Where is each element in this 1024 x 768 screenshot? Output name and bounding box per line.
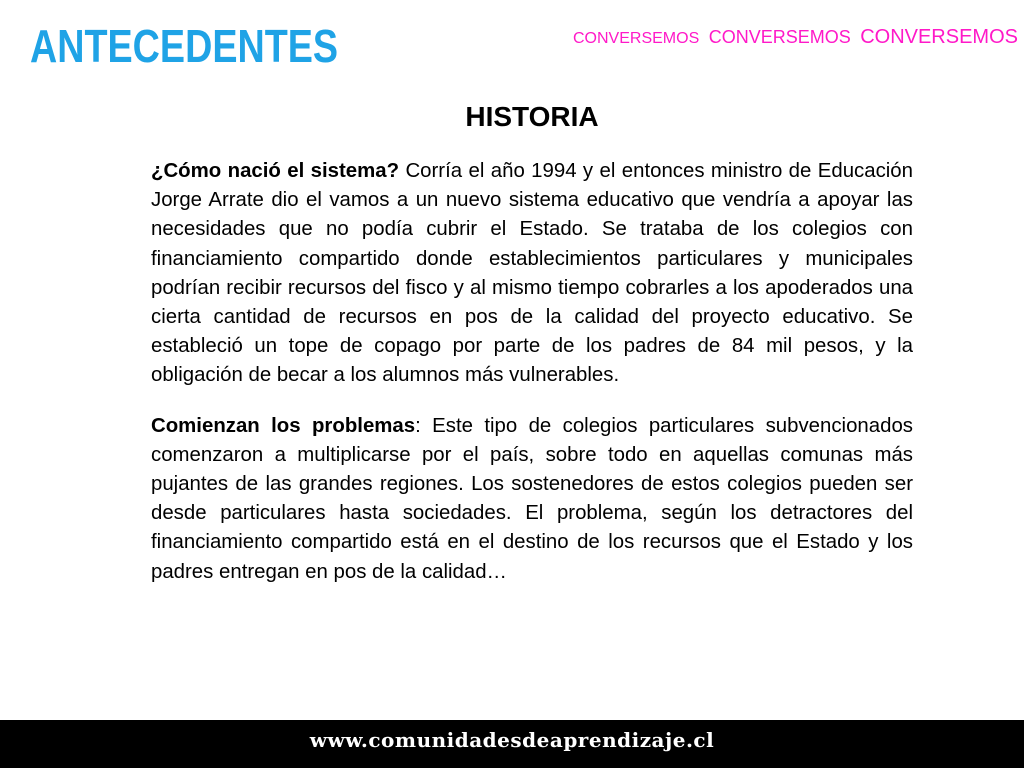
footer-url-link[interactable]: www.comunidadesdeaprendizaje.cl — [309, 728, 715, 752]
conversemos-tag: CONVERSEMOS — [573, 30, 700, 47]
conversemos-tags — [568, 26, 1018, 49]
paragraph-origin — [151, 157, 913, 391]
section-title: HISTORIA — [465, 101, 599, 132]
footer-bar — [0, 720, 1024, 768]
body-text — [151, 157, 913, 608]
paragraph-problems — [151, 412, 913, 587]
paragraph-text: Corría el año 1994 y el entonces ministro de Educación Jorge Arrate dio el vamos a un nuevo sistema educativo que vendría a apoyar las necesidades que no podía cubrir el Estado. Se trataba de los colegios con financiamiento compartido donde establecimientos particulares y municipales podrían recibir recursos del fisco y al mismo tiempo cobrarles a los apoderados una cierta cantidad de recursos en pos de la calidad del proyecto educativo. Se estableció un tope de copago por parte de los padres de 84 mil pesos, y la obligación de becar a los alumnos más vulnerables. — [151, 160, 913, 387]
conversemos-tag: CONVERSEMOS — [860, 26, 1018, 48]
paragraph-text: : Este tipo de colegios particulares subvencionados comenzaron a multiplicarse por el país, sobre todo en aquellas comunas más pujantes de las grandes regiones. Los sostenedores de estos colegios pueden ser desde particulares hasta sociedades. El problema, según los detractores del financiamiento compartido está en el destino de los recursos que el Estado y los padres entregan en pos de la calidad… — [151, 414, 913, 583]
conversemos-tag: CONVERSEMOS — [708, 27, 851, 47]
slide-title: ANTECEDENTES — [30, 20, 339, 72]
paragraph-lead: Comienzan los problemas — [151, 414, 416, 437]
paragraph-lead: ¿Cómo nació el sistema? — [151, 160, 400, 182]
